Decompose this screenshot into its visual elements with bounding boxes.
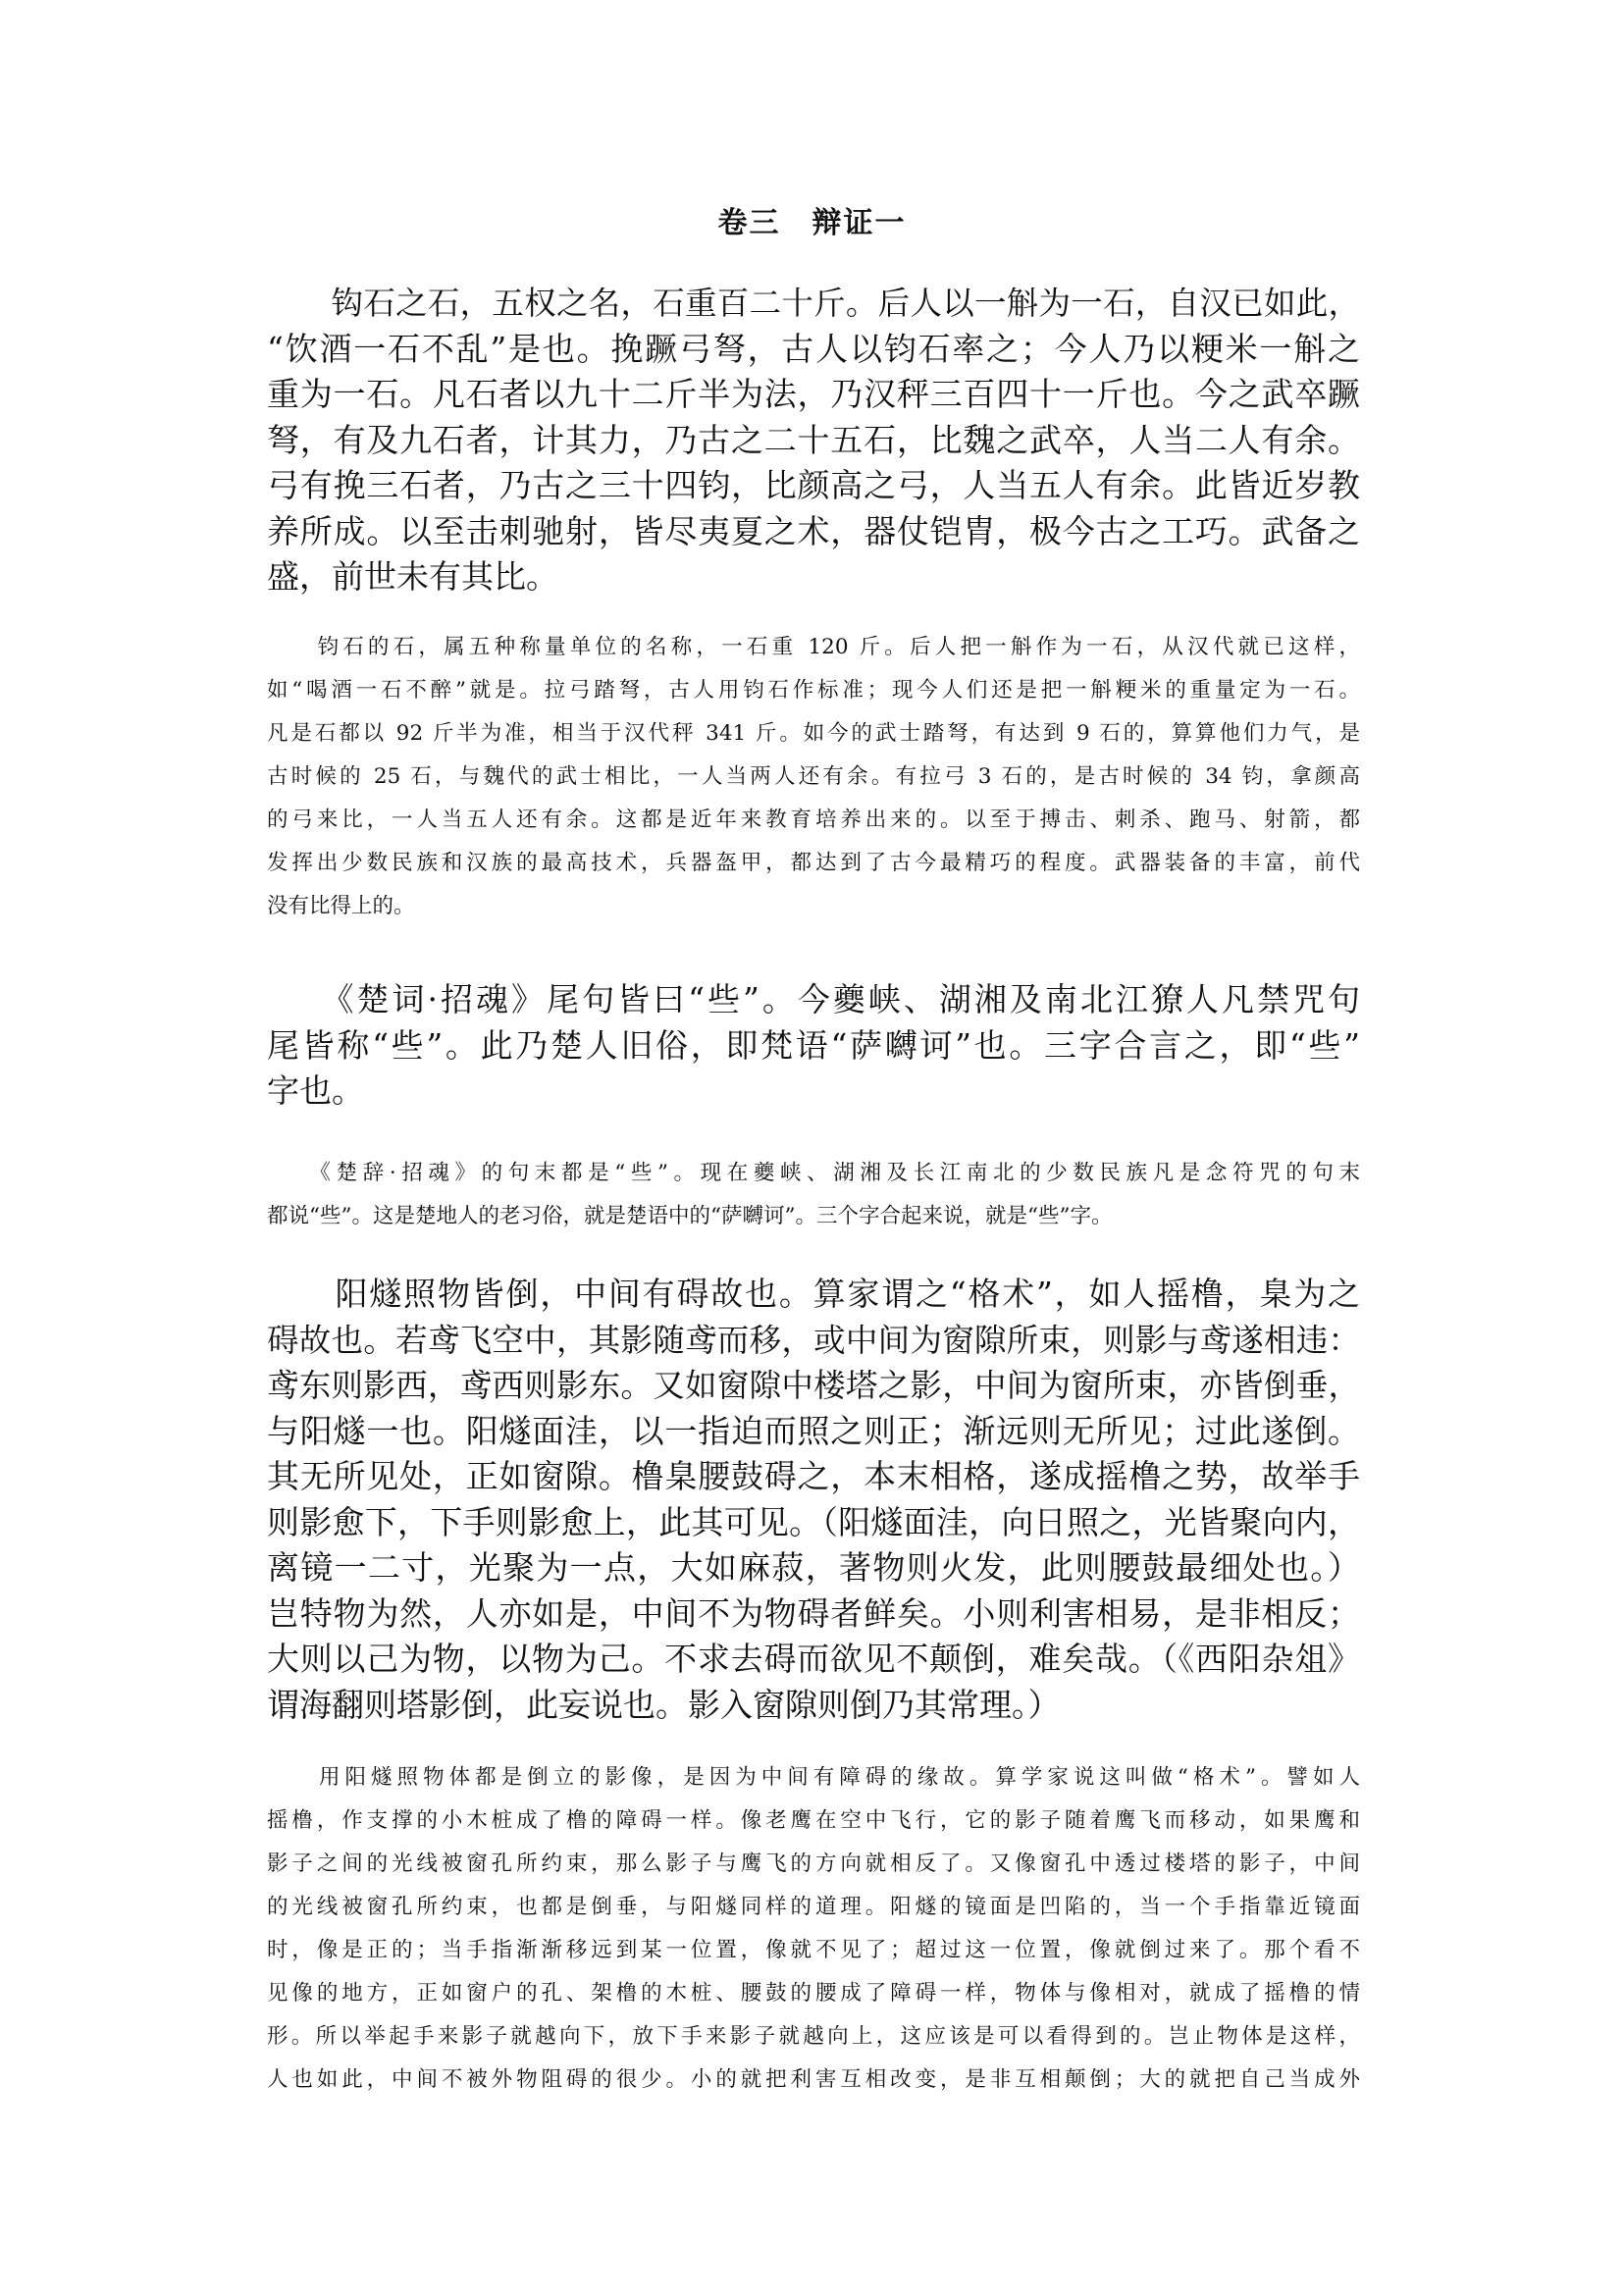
text-line: 大则以己为物，以物为己。不求去碍而欲见不颠倒，难矣哉。（《西阳杂俎》 bbox=[267, 1640, 1360, 1678]
text-line: 重为一石。凡石者以九十二斤半为法，乃汉秤三百四十一斤也。今之武卒蹶 bbox=[267, 375, 1360, 413]
translation-paragraph-2 bbox=[267, 1152, 1360, 1238]
original-paragraph-3 bbox=[267, 1272, 1360, 1728]
text-line: 养所成。以至击刺驰射，皆尽夷夏之术，器仗铠胄，极今古之工巧。武备之 bbox=[267, 511, 1360, 550]
text-line: 用阳燧照物体都是倒立的影像，是因为中间有障碍的缘故。算学家说这叫做“格术”。譬如人 bbox=[267, 1765, 1360, 1790]
text-line: 与阳燧一也。阳燧面洼，以一指迫而照之则正；渐远则无所见；过此遂倒。 bbox=[267, 1411, 1360, 1450]
text-line: 字也。 bbox=[267, 1071, 364, 1110]
text-line: 弩，有及九石者，计其力，乃古之二十五石，比魏之武卒，人当二人有余。 bbox=[267, 420, 1360, 459]
text-line: 阳燧照物皆倒，中间有碍故也。算家谓之“格术”，如人摇橹，臬为之 bbox=[267, 1275, 1360, 1313]
text-line: 影子之间的光线被窗孔所约束，那么影子与鹰飞的方向就相反了。又像窗孔中透过楼塔的影子，中间 bbox=[267, 1851, 1360, 1876]
text-line: 摇橹，作支撑的小木桩成了橹的障碍一样。像老鹰在空中飞行，它的影子随着鹰飞而移动，如果鹰和 bbox=[267, 1808, 1360, 1833]
text-line: 发挥出少数民族和汉族的最高技术，兵器盔甲，都达到了古今最精巧的程度。武器装备的丰富，前代 bbox=[267, 851, 1360, 875]
text-line: 《楚辞·招魂》的句末都是“些”。现在夔峡、湖湘及长江南北的少数民族凡是念符咒的句末 bbox=[267, 1161, 1360, 1185]
original-paragraph-2 bbox=[267, 977, 1360, 1115]
text-line: 没有比得上的。 bbox=[267, 894, 415, 918]
text-line: 的光线被窗孔所约束，也都是倒垂，与阳燧同样的道理。阳燧的镜面是凹陷的，当一个手指靠近镜面 bbox=[267, 1895, 1360, 1919]
text-line: “饮酒一石不乱”是也。挽蹶弓弩，古人以钧石率之；今人乃以粳米一斛之 bbox=[267, 329, 1360, 368]
text-line: 形。所以举起手来影子就越向下，放下手来影子就越向上，这应该是可以看得到的。岂止物体是这样， bbox=[267, 2024, 1360, 2049]
original-paragraph-1 bbox=[267, 281, 1360, 600]
text-line: 《楚词·招魂》尾句皆曰“些”。今夔峡、湖湘及南北江獠人凡禁咒句 bbox=[267, 980, 1360, 1018]
text-line: 见像的地方，正如窗户的孔、架橹的木桩、腰鼓的腰成了障碍一样，物体与像相对，就成了摇橹的情 bbox=[267, 1981, 1360, 2006]
text-line: 钧石的石，属五种称量单位的名称，一石重 120 斤。后人把一斛作为一石，从汉代就已这样， bbox=[267, 635, 1360, 659]
text-line: 人也如此，中间不被外物阻碍的很少。小的就把利害互相改变，是非互相颠倒；大的就把自己当成外 bbox=[267, 2067, 1360, 2092]
text-line: 如“喝酒一石不醉”就是。拉弓踏弩，古人用钧石作标准；现今人们还是把一斛粳米的重量定为一石。 bbox=[267, 678, 1360, 703]
text-line: 弓有挽三石者，乃古之三十四钧，比颜高之弓，人当五人有余。此皆近岁教 bbox=[267, 466, 1360, 504]
text-line: 碍故也。若鸢飞空中，其影随鸢而移，或中间为窗隙所束，则影与鸢遂相违： bbox=[267, 1321, 1360, 1359]
text-line: 岂特物为然，人亦如是，中间不为物碍者鲜矣。小则利害相易，是非相反； bbox=[267, 1593, 1360, 1633]
text-line: 其无所见处，正如窗隙。橹臬腰鼓碍之，本末相格，遂成摇橹之势，故举手 bbox=[267, 1457, 1360, 1495]
text-line: 离镜一二寸，光聚为一点，大如麻菽，著物则火发，此则腰鼓最细处也。） bbox=[267, 1548, 1360, 1587]
text-line: 凡是石都以 92 斤半为准，相当于汉代秤 341 斤。如今的武士踏弩，有达到 9 石的，算算他们力气，是 bbox=[267, 721, 1360, 746]
text-line: 则影愈下，下手则影愈上，此其可见。（阳燧面洼，向日照之，光皆聚向内， bbox=[267, 1502, 1360, 1541]
text-line: 盛，前世未有其比。 bbox=[267, 557, 558, 596]
text-line: 的弓来比，一人当五人还有余。这都是近年来教育培养出来的。以至于搏击、刺杀、跑马、射箭，都 bbox=[267, 808, 1360, 832]
text-line: 都说“些”。这是楚地人的老习俗，就是楚语中的“萨嚩诃”。三个字合起来说，就是“些”字。 bbox=[267, 1204, 1113, 1228]
translation-paragraph-3 bbox=[267, 1756, 1360, 2102]
text-line: 钩石之石，五权之名，石重百二十斤。后人以一斛为一石，自汉已如此， bbox=[267, 285, 1360, 322]
page-title: 卷三 辩证一 bbox=[717, 206, 907, 240]
text-line: 谓海翻则塔影倒，此妄说也。影入窗隙则倒乃其常理。） bbox=[267, 1685, 1061, 1724]
text-line: 时，像是正的；当手指渐渐移远到某一位置，像就不见了；超过这一位置，像就倒过来了。那个看不 bbox=[267, 1938, 1360, 1962]
text-line: 鸢东则影西，鸢西则影东。又如窗隙中楼塔之影，中间为窗所束，亦皆倒垂， bbox=[267, 1367, 1360, 1404]
text-line: 古时候的 25 石，与魏代的武士相比，一人当两人还有余。有拉弓 3 石的，是古时候的 34 钧，拿颜高 bbox=[267, 764, 1360, 789]
text-line: 尾皆称“些”。此乃楚人旧俗，即梵语“萨嚩诃”也。三字合言之，即“些” bbox=[267, 1025, 1360, 1065]
translation-paragraph-1 bbox=[267, 626, 1360, 928]
